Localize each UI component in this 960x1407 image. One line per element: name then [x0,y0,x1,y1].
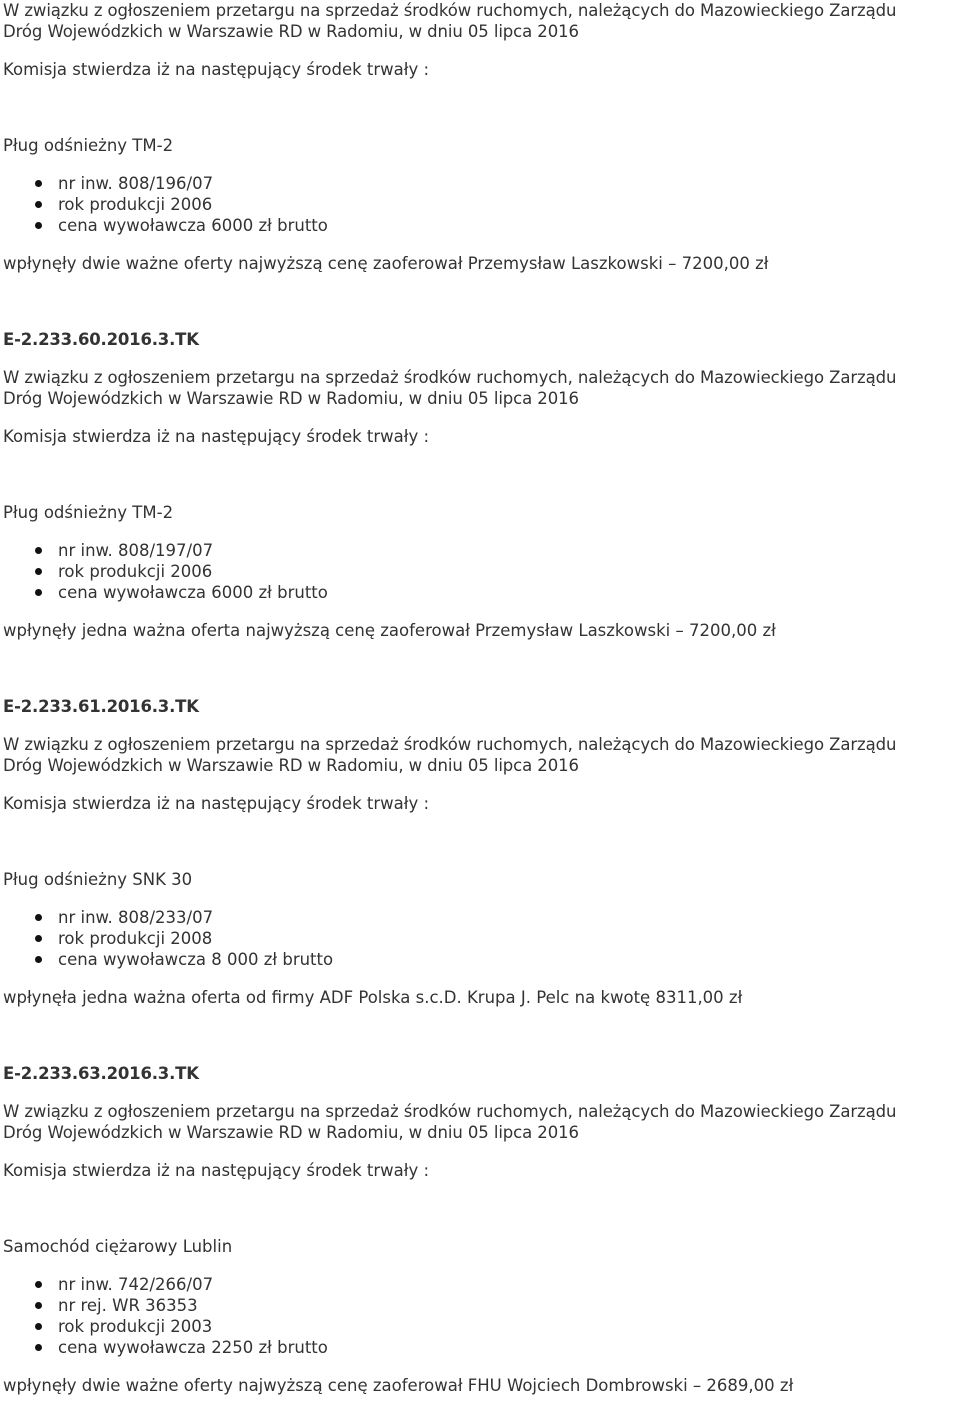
tender-result: wpłynęły jedna ważna oferta najwyższą cenę zaoferował Przemysław Laszkowski – 7200,00 zł [3,621,776,640]
bullet-icon [35,956,42,963]
asset-properties-list [3,540,960,603]
property-text: nr inw. 808/233/07 [58,908,214,927]
property-text: rok produkcji 2006 [58,562,213,581]
tender-section-3 [3,696,960,1008]
reference-number: E-2.233.61.2016.3.TK [3,697,199,716]
property-text: cena wywoławcza 2250 zł brutto [58,1338,328,1357]
asset-name: Pług odśnieżny TM-2 [3,503,174,522]
reference-number: E-2.233.60.2016.3.TK [3,330,199,349]
list-item [3,561,960,582]
document-page [3,0,960,1396]
commission-statement: Komisja stwierdza iż na następujący środek trwały : [3,427,430,446]
list-item [3,1337,960,1358]
tender-result: wpłynęły dwie ważne oferty najwyższą cenę zaoferował FHU Wojciech Dombrowski – 2689,00 zł [3,1376,794,1395]
property-text: nr inw. 808/197/07 [58,541,214,560]
asset-name: Samochód ciężarowy Lublin [3,1237,233,1256]
intro-line-2: Dróg Wojewódzkich w Warszawie RD w Radomiu, w dniu 05 lipca 2016 [3,756,579,775]
intro-line-2: Dróg Wojewódzkich w Warszawie RD w Radomiu, w dniu 05 lipca 2016 [3,1123,579,1142]
property-text: nr inw. 808/196/07 [58,174,214,193]
bullet-icon [35,201,42,208]
property-text: cena wywoławcza 6000 zł brutto [58,583,328,602]
tender-section-2 [3,329,960,641]
bullet-icon [35,180,42,187]
bullet-icon [35,1323,42,1330]
list-item [3,1316,960,1337]
list-item [3,928,960,949]
property-text: rok produkcji 2003 [58,1317,213,1336]
intro-line-1: W związku z ogłoszeniem przetargu na sprzedaż środków ruchomych, należących do Mazowieckiego Zarządu [3,1102,897,1121]
list-item [3,540,960,561]
bullet-icon [35,935,42,942]
commission-statement: Komisja stwierdza iż na następujący środek trwały : [3,60,430,79]
intro-line-1: W związku z ogłoszeniem przetargu na sprzedaż środków ruchomych, należących do Mazowieckiego Zarządu [3,735,897,754]
reference-number: E-2.233.63.2016.3.TK [3,1064,199,1083]
asset-properties-list [3,173,960,236]
list-item [3,1295,960,1316]
intro-line-1: W związku z ogłoszeniem przetargu na sprzedaż środków ruchomych, należących do Mazowieckiego Zarządu [3,1,897,20]
tender-section-4 [3,1063,960,1396]
bullet-icon [35,589,42,596]
tender-result: wpłynęła jedna ważna oferta od firmy ADF Polska s.c.D. Krupa J. Pelc na kwotę 8311,00 zł [3,988,743,1007]
commission-statement: Komisja stwierdza iż na następujący środek trwały : [3,1161,430,1180]
commission-statement: Komisja stwierdza iż na następujący środek trwały : [3,794,430,813]
tender-result: wpłynęły dwie ważne oferty najwyższą cenę zaoferował Przemysław Laszkowski – 7200,00 zł [3,254,769,273]
property-text: rok produkcji 2008 [58,929,213,948]
property-text: cena wywoławcza 8 000 zł brutto [58,950,334,969]
bullet-icon [35,568,42,575]
asset-name: Pług odśnieżny TM-2 [3,136,174,155]
property-text: rok produkcji 2006 [58,195,213,214]
intro-line-2: Dróg Wojewódzkich w Warszawie RD w Radomiu, w dniu 05 lipca 2016 [3,389,579,408]
asset-properties-list [3,907,960,970]
list-item [3,949,960,970]
list-item [3,907,960,928]
tender-section-1 [3,0,960,274]
bullet-icon [35,914,42,921]
list-item [3,1274,960,1295]
asset-name: Pług odśnieżny SNK 30 [3,870,193,889]
list-item [3,215,960,236]
bullet-icon [35,222,42,229]
list-item [3,173,960,194]
bullet-icon [35,1281,42,1288]
bullet-icon [35,1302,42,1309]
bullet-icon [35,547,42,554]
property-text: cena wywoławcza 6000 zł brutto [58,216,328,235]
bullet-icon [35,1344,42,1351]
intro-line-2: Dróg Wojewódzkich w Warszawie RD w Radomiu, w dniu 05 lipca 2016 [3,22,579,41]
property-text: nr rej. WR 36353 [58,1296,198,1315]
list-item [3,582,960,603]
asset-properties-list [3,1274,960,1358]
intro-line-1: W związku z ogłoszeniem przetargu na sprzedaż środków ruchomych, należących do Mazowieckiego Zarządu [3,368,897,387]
property-text: nr inw. 742/266/07 [58,1275,214,1294]
list-item [3,194,960,215]
